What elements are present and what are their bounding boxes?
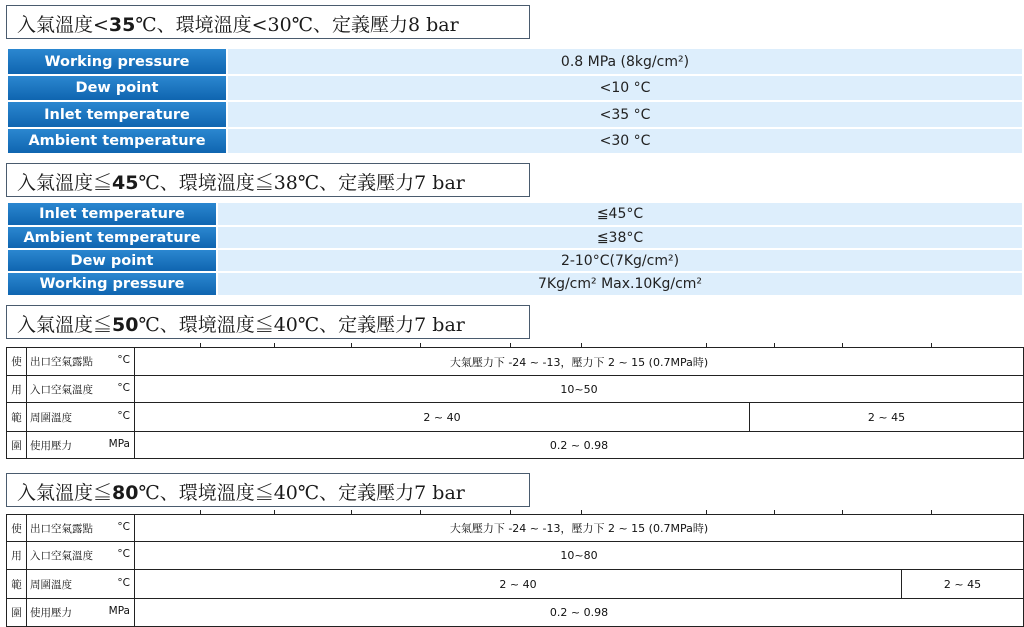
row-value: 2 ~ 45 bbox=[902, 570, 1024, 599]
row-value: 10~80 bbox=[135, 542, 1024, 570]
row-value: 0.2 ~ 0.98 bbox=[135, 599, 1024, 627]
row-value: 大氣壓力下 -24 ~ -13，壓力下 2 ~ 15 (0.7MPa時) bbox=[135, 515, 1024, 542]
row-value: 大氣壓力下 -24 ~ -13，壓力下 2 ~ 15 (0.7MPa時) bbox=[135, 348, 1024, 376]
table-row bbox=[7, 570, 1024, 599]
caption-text: 入氣溫度< bbox=[17, 14, 109, 36]
row-value: 2 ~ 40 bbox=[135, 570, 902, 599]
caption-temp: 45 bbox=[112, 172, 139, 194]
row-label: Dew point bbox=[7, 75, 227, 101]
row-label: 周圍溫度 °C bbox=[27, 570, 135, 599]
side-label: 用 bbox=[7, 376, 27, 403]
caption-text: 入氣溫度≦ bbox=[17, 172, 113, 194]
caption-text: ℃、環境溫度≦40℃、定義壓力7 bar bbox=[138, 314, 465, 336]
row-value: <10 °C bbox=[227, 75, 1023, 101]
table-row bbox=[7, 226, 1023, 249]
row-label: 出口空氣露點 °C bbox=[27, 515, 135, 542]
row-value: 2 ~ 40 bbox=[135, 403, 750, 432]
row-label: 入口空氣溫度 °C bbox=[27, 542, 135, 570]
row-label: 周圍溫度 °C bbox=[27, 403, 135, 432]
table-row bbox=[7, 101, 1023, 128]
row-label: Inlet temperature bbox=[7, 202, 217, 226]
section4-caption bbox=[6, 473, 530, 507]
row-value: 10~50 bbox=[135, 376, 1024, 403]
caption-text: 入氣溫度≦ bbox=[17, 314, 113, 336]
row-value: ≦45°C bbox=[217, 202, 1023, 226]
side-label: 圍 bbox=[7, 599, 27, 627]
row-label: 使用壓力 MPa bbox=[27, 432, 135, 459]
row-value: 7Kg/cm² Max.10Kg/cm² bbox=[217, 272, 1023, 296]
spec-table-2 bbox=[6, 201, 1024, 297]
row-value: ≦38°C bbox=[217, 226, 1023, 249]
row-label: Inlet temperature bbox=[7, 101, 227, 128]
side-label: 圍 bbox=[7, 432, 27, 459]
table-row bbox=[7, 599, 1024, 627]
table-row bbox=[7, 128, 1023, 154]
row-value: 0.8 MPa (8kg/cm²) bbox=[227, 48, 1023, 75]
caption-text: 入氣溫度≦ bbox=[17, 482, 113, 504]
row-label: Working pressure bbox=[7, 272, 217, 296]
row-label: 入口空氣溫度 °C bbox=[27, 376, 135, 403]
row-value: <30 °C bbox=[227, 128, 1023, 154]
side-label: 使 bbox=[7, 348, 27, 376]
row-value: 0.2 ~ 0.98 bbox=[135, 432, 1024, 459]
table-row bbox=[7, 542, 1024, 570]
caption-text: ℃、環境溫度≦40℃、定義壓力7 bar bbox=[138, 482, 465, 504]
section2-caption bbox=[6, 163, 530, 197]
side-label: 用 bbox=[7, 542, 27, 570]
row-value: 2 ~ 45 bbox=[750, 403, 1024, 432]
caption-temp: 80 bbox=[112, 482, 139, 504]
row-value: <35 °C bbox=[227, 101, 1023, 128]
usage-table-2 bbox=[6, 514, 1024, 627]
caption-temp: 50 bbox=[112, 314, 139, 336]
table-row bbox=[7, 432, 1024, 459]
row-label: 出口空氣露點 °C bbox=[27, 348, 135, 376]
usage-table-1 bbox=[6, 347, 1024, 459]
row-value: 2-10°C(7Kg/cm²) bbox=[217, 249, 1023, 272]
side-label: 範 bbox=[7, 570, 27, 599]
table-row bbox=[7, 48, 1023, 75]
row-label: Ambient temperature bbox=[7, 128, 227, 154]
table-row bbox=[7, 202, 1023, 226]
side-label: 使 bbox=[7, 515, 27, 542]
row-label: Dew point bbox=[7, 249, 217, 272]
row-label: 使用壓力 MPa bbox=[27, 599, 135, 627]
caption-text: ℃、環境溫度≦38℃、定義壓力7 bar bbox=[138, 172, 465, 194]
spec-table-1 bbox=[6, 47, 1024, 155]
row-label: Ambient temperature bbox=[7, 226, 217, 249]
section3-caption bbox=[6, 305, 530, 339]
table-row bbox=[7, 515, 1024, 542]
section1-caption bbox=[6, 5, 530, 39]
row-label: Working pressure bbox=[7, 48, 227, 75]
table-row bbox=[7, 249, 1023, 272]
table-row bbox=[7, 75, 1023, 101]
table-row bbox=[7, 403, 1024, 432]
table-row bbox=[7, 376, 1024, 403]
table-row bbox=[7, 272, 1023, 296]
caption-temp: 35 bbox=[108, 14, 136, 36]
side-label: 範 bbox=[7, 403, 27, 432]
caption-text: ℃、環境溫度<30℃、定義壓力8 bar bbox=[135, 14, 459, 36]
table-row bbox=[7, 348, 1024, 376]
